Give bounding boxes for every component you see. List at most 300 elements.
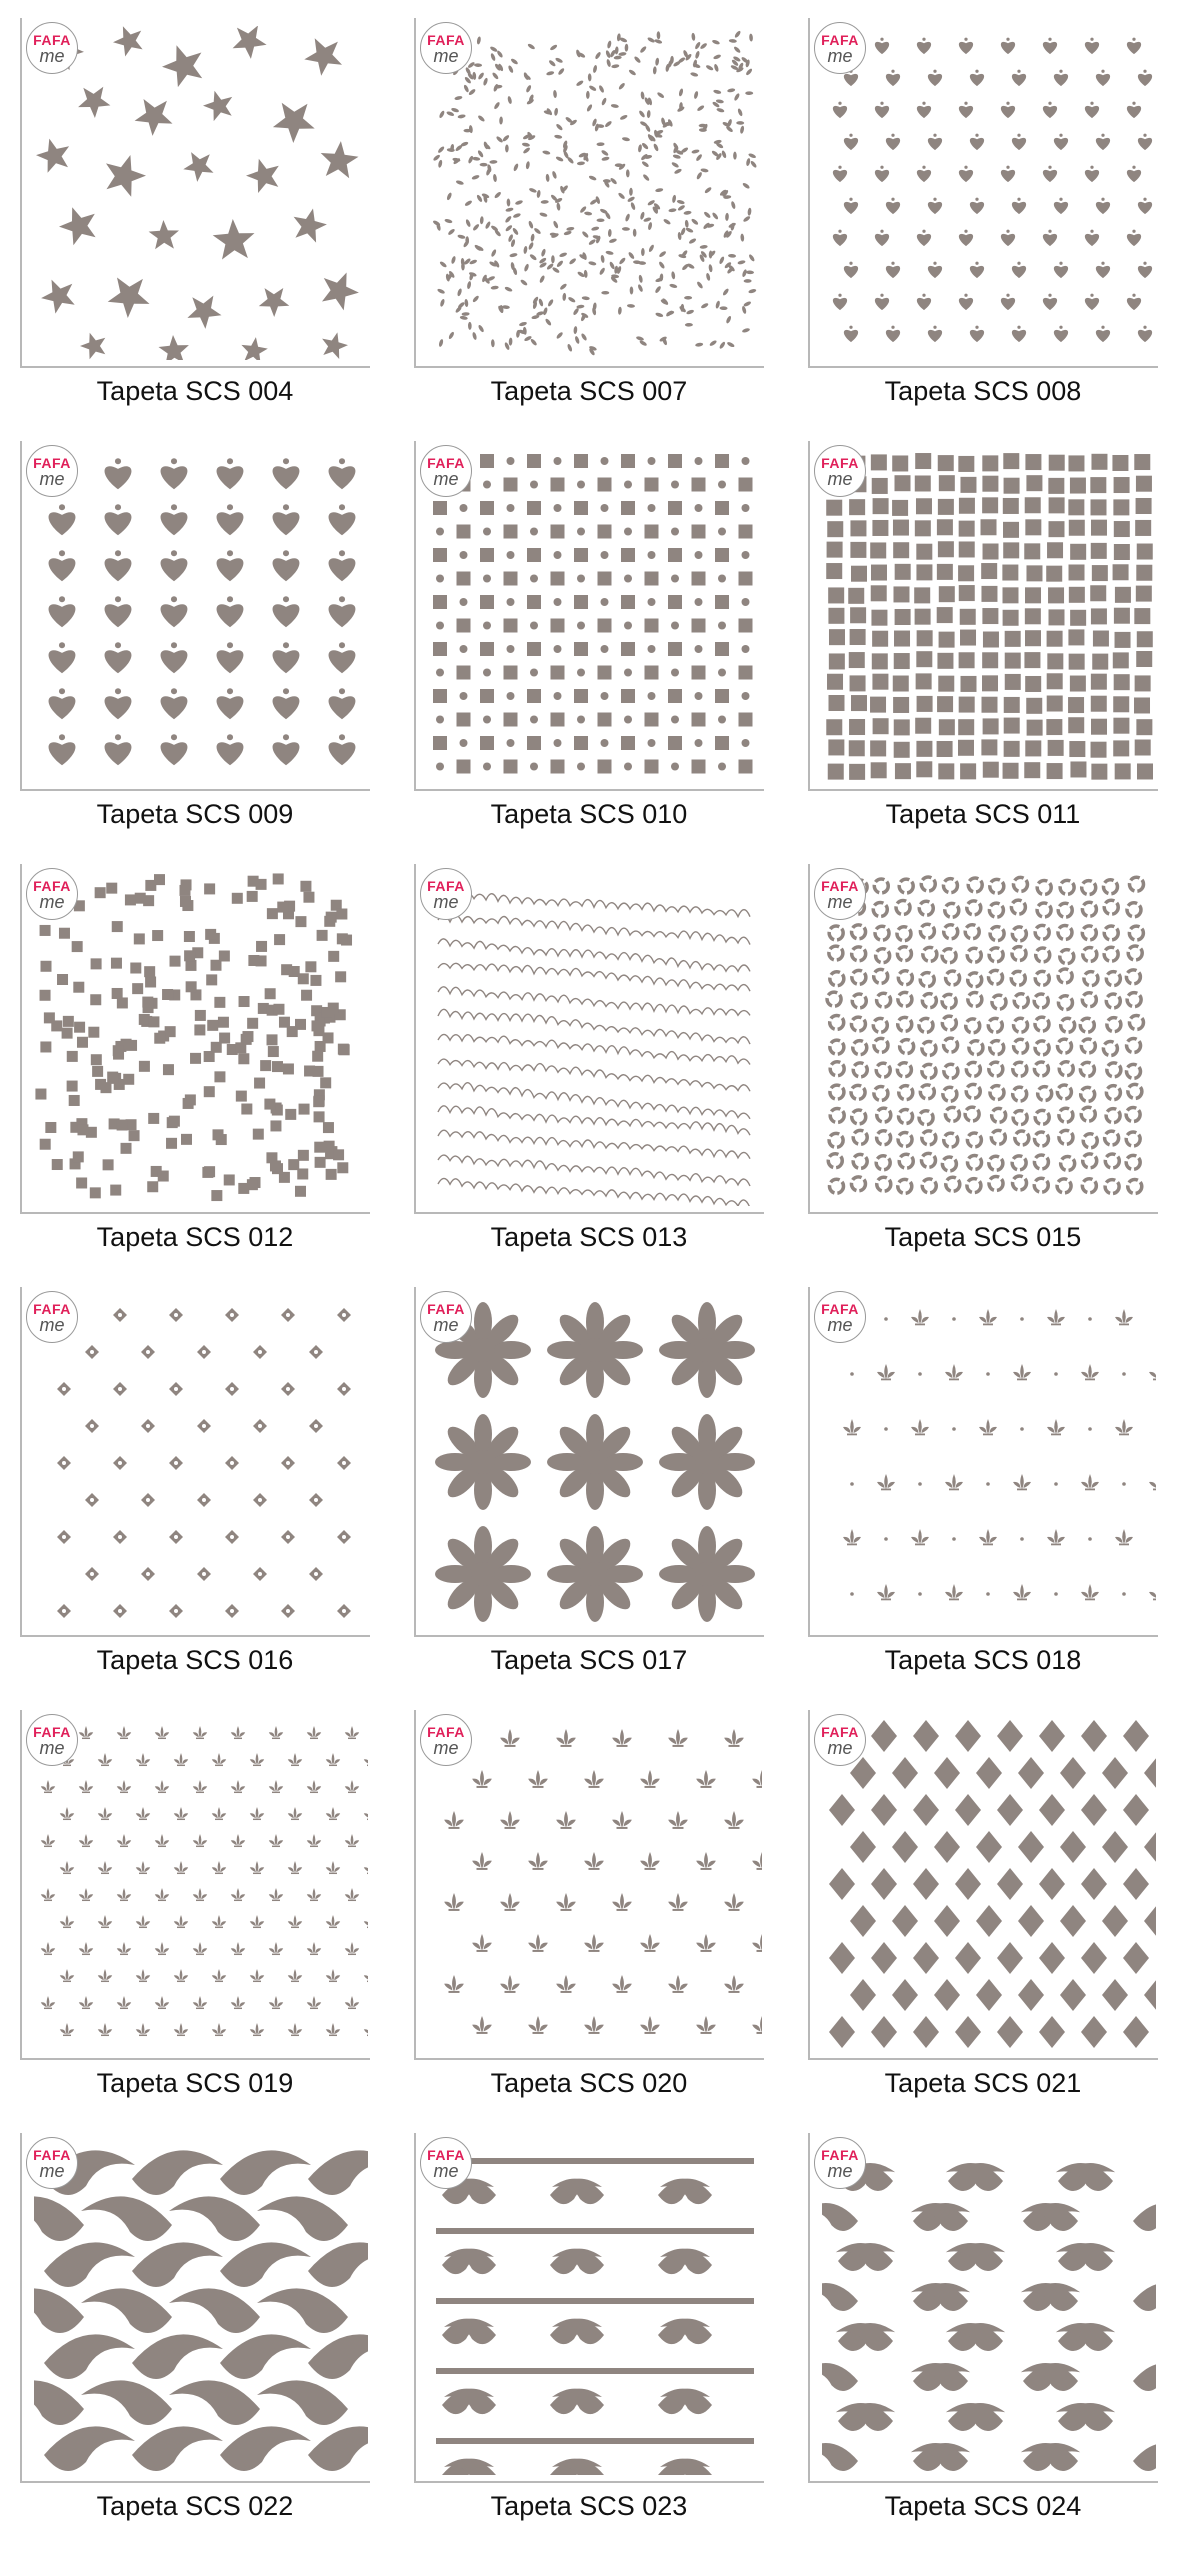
pattern-shape bbox=[601, 504, 609, 512]
pattern-shape bbox=[959, 652, 975, 668]
pattern-shape bbox=[1093, 631, 1109, 647]
pattern-shape bbox=[269, 1834, 283, 1846]
pattern-shape bbox=[297, 1168, 308, 1179]
pattern-shape bbox=[988, 1018, 1002, 1032]
pattern-shape bbox=[1012, 202, 1026, 214]
pattern-shape bbox=[115, 550, 121, 556]
pattern-shape bbox=[1133, 2203, 1156, 2231]
pattern-shape bbox=[898, 992, 912, 1006]
pattern-shape bbox=[917, 42, 931, 54]
item-caption: Tapeta SCS 015 bbox=[884, 1222, 1082, 1252]
pattern-shape bbox=[922, 230, 925, 233]
pattern-shape bbox=[964, 102, 967, 105]
pattern-shape bbox=[1037, 880, 1051, 894]
pattern-shape bbox=[596, 142, 604, 146]
pattern-shape bbox=[577, 575, 585, 583]
pattern-shape bbox=[457, 234, 466, 239]
pattern-shape bbox=[253, 1765, 261, 1766]
pattern-shape bbox=[117, 1726, 131, 1738]
pattern-shape bbox=[691, 149, 700, 154]
pattern-shape bbox=[472, 332, 478, 341]
pattern-shape bbox=[1143, 134, 1146, 137]
pattern-shape bbox=[232, 893, 243, 904]
pattern-shape bbox=[554, 645, 562, 653]
catalog-item[interactable] bbox=[414, 441, 764, 851]
pattern-shape bbox=[298, 1150, 309, 1161]
pattern-shape bbox=[701, 1868, 712, 1870]
pattern-shape bbox=[273, 1004, 284, 1015]
pattern-shape bbox=[713, 64, 719, 73]
pattern-shape bbox=[348, 1954, 356, 1955]
pattern-shape bbox=[438, 1130, 750, 1158]
pattern-shape bbox=[272, 1846, 280, 1847]
catalog-item[interactable] bbox=[808, 1287, 1158, 1697]
pattern-shape bbox=[513, 163, 519, 172]
catalog-item[interactable] bbox=[20, 1710, 370, 2120]
pattern-shape bbox=[739, 713, 753, 727]
pattern-shape bbox=[584, 1770, 604, 1787]
catalog-item[interactable] bbox=[414, 1287, 764, 1697]
pattern-shape bbox=[1049, 455, 1065, 471]
pattern-shape bbox=[981, 739, 997, 755]
pattern-shape bbox=[549, 44, 558, 51]
pattern-shape bbox=[1060, 1757, 1086, 1789]
pattern-shape bbox=[1003, 610, 1019, 626]
pattern-shape bbox=[917, 234, 931, 246]
pattern-shape bbox=[572, 307, 579, 316]
pattern-shape bbox=[63, 1765, 71, 1766]
pattern-shape bbox=[911, 1529, 929, 1544]
pattern-shape bbox=[253, 1129, 264, 1140]
pattern-shape bbox=[604, 120, 612, 128]
pattern-shape bbox=[624, 716, 632, 724]
pattern-shape bbox=[433, 736, 447, 750]
pattern-shape bbox=[256, 941, 267, 952]
stencil-pattern-0 bbox=[34, 26, 368, 360]
pattern-shape bbox=[875, 42, 889, 54]
catalog-item[interactable] bbox=[808, 864, 1158, 1274]
stencil-pattern-1 bbox=[428, 26, 762, 360]
pattern-shape bbox=[136, 2023, 150, 2035]
pattern-shape bbox=[322, 332, 348, 359]
pattern-shape bbox=[997, 2016, 1023, 2048]
pattern-shape bbox=[49, 604, 76, 627]
pattern-shape bbox=[641, 160, 650, 168]
pattern-shape bbox=[1025, 740, 1041, 756]
pattern-shape bbox=[159, 335, 189, 360]
pattern-shape bbox=[224, 1174, 235, 1185]
pattern-shape bbox=[328, 1003, 339, 1014]
pattern-shape bbox=[174, 1753, 188, 1765]
pattern-shape bbox=[870, 542, 886, 558]
pattern-shape bbox=[490, 249, 497, 258]
pattern-shape bbox=[699, 245, 707, 250]
pattern-shape bbox=[457, 666, 471, 680]
pattern-shape bbox=[41, 1780, 55, 1792]
pattern-shape bbox=[668, 1729, 688, 1746]
pattern-shape bbox=[964, 230, 967, 233]
pattern-shape bbox=[507, 504, 515, 512]
pattern-shape bbox=[1025, 676, 1041, 692]
pattern-shape bbox=[1047, 631, 1063, 647]
pattern-shape bbox=[1096, 202, 1110, 214]
catalog-item[interactable] bbox=[20, 864, 370, 1274]
stencil-pattern-12 bbox=[34, 1718, 368, 2052]
pattern-shape bbox=[107, 1072, 118, 1083]
pattern-shape bbox=[215, 1873, 223, 1874]
pattern-shape bbox=[139, 1927, 147, 1928]
pattern-shape bbox=[829, 1794, 855, 1826]
pattern-shape bbox=[844, 138, 858, 150]
catalog-item[interactable] bbox=[20, 1287, 370, 1697]
catalog-item[interactable] bbox=[808, 2133, 1158, 2543]
pattern-shape bbox=[584, 211, 592, 216]
pattern-shape bbox=[970, 330, 984, 342]
pattern-shape bbox=[174, 1915, 188, 1927]
pattern-shape bbox=[1068, 629, 1084, 645]
pattern-shape bbox=[477, 324, 484, 333]
pattern-shape bbox=[132, 983, 143, 994]
pattern-shape bbox=[139, 1765, 147, 1766]
stencil-pattern-3 bbox=[34, 449, 368, 783]
pattern-shape bbox=[671, 669, 679, 677]
pattern-shape bbox=[132, 2242, 223, 2287]
pattern-shape bbox=[1091, 742, 1107, 758]
pattern-shape bbox=[922, 1131, 936, 1145]
pattern-shape bbox=[1018, 1979, 1044, 2011]
pattern-shape bbox=[894, 742, 910, 758]
pattern-shape bbox=[120, 1792, 128, 1793]
pattern-shape bbox=[849, 499, 865, 515]
pattern-shape bbox=[307, 1888, 321, 1900]
stencil-pattern-9 bbox=[34, 1295, 368, 1629]
pattern-shape bbox=[1091, 543, 1107, 559]
pattern-shape bbox=[847, 1434, 857, 1436]
pattern-shape bbox=[291, 1819, 299, 1820]
pattern-shape bbox=[1004, 741, 1020, 757]
pattern-shape bbox=[989, 948, 1003, 962]
catalog-item[interactable] bbox=[20, 18, 370, 428]
pattern-shape bbox=[1113, 499, 1129, 515]
pattern-shape bbox=[695, 551, 703, 559]
stencil-preview bbox=[808, 18, 1158, 368]
pattern-shape bbox=[530, 575, 538, 583]
pattern-shape bbox=[180, 896, 191, 907]
pattern-shape bbox=[1014, 1039, 1028, 1053]
pattern-shape bbox=[922, 1179, 936, 1193]
pattern-shape bbox=[874, 1038, 888, 1052]
pattern-shape bbox=[922, 294, 925, 297]
pattern-shape bbox=[273, 873, 284, 884]
pattern-shape bbox=[1136, 498, 1152, 514]
pattern-shape bbox=[1114, 521, 1130, 537]
pattern-shape bbox=[938, 763, 954, 779]
pattern-shape bbox=[291, 1765, 299, 1766]
pattern-shape bbox=[74, 1022, 85, 1033]
pattern-shape bbox=[155, 1888, 169, 1900]
pattern-shape bbox=[279, 1017, 290, 1028]
pattern-shape bbox=[719, 306, 727, 310]
pattern-shape bbox=[916, 498, 932, 514]
pattern-shape bbox=[728, 254, 736, 258]
pattern-shape bbox=[464, 200, 473, 207]
pattern-shape bbox=[1051, 1544, 1061, 1546]
pattern-shape bbox=[655, 58, 660, 66]
pattern-shape bbox=[555, 57, 564, 64]
pattern-shape bbox=[259, 288, 290, 317]
pattern-shape bbox=[895, 609, 911, 625]
pattern-shape bbox=[183, 152, 213, 182]
pattern-shape bbox=[975, 134, 978, 137]
pattern-shape bbox=[1123, 1794, 1149, 1826]
pattern-shape bbox=[283, 504, 289, 510]
pattern-shape bbox=[1012, 330, 1026, 342]
pattern-shape bbox=[891, 134, 894, 137]
pattern-shape bbox=[315, 1157, 326, 1168]
pattern-shape bbox=[983, 762, 999, 778]
catalog-item[interactable] bbox=[414, 18, 764, 428]
pattern-shape bbox=[979, 1309, 997, 1324]
pattern-shape bbox=[1081, 1364, 1099, 1379]
pattern-shape bbox=[101, 1819, 109, 1820]
pattern-shape bbox=[715, 548, 729, 562]
pattern-shape bbox=[146, 1572, 150, 1576]
pattern-shape bbox=[483, 528, 491, 536]
pattern-shape bbox=[234, 1738, 242, 1739]
pattern-shape bbox=[79, 1996, 93, 2008]
pattern-shape bbox=[928, 266, 942, 278]
pattern-shape bbox=[838, 166, 841, 169]
pattern-shape bbox=[329, 742, 356, 765]
pattern-shape bbox=[752, 2016, 762, 2033]
pattern-shape bbox=[169, 2288, 260, 2333]
pattern-shape bbox=[235, 1042, 246, 1053]
pattern-shape bbox=[41, 1942, 55, 1954]
pattern-shape bbox=[1005, 631, 1021, 647]
pattern-shape bbox=[1046, 566, 1062, 582]
pattern-shape bbox=[990, 1086, 1004, 1100]
pattern-shape bbox=[1085, 42, 1099, 54]
pattern-shape bbox=[838, 294, 841, 297]
pattern-shape bbox=[894, 475, 910, 491]
pattern-shape bbox=[480, 454, 494, 468]
pattern-shape bbox=[1143, 262, 1146, 265]
pattern-shape bbox=[193, 1888, 207, 1900]
pattern-shape bbox=[436, 763, 444, 771]
pattern-shape bbox=[241, 1104, 252, 1115]
pattern-shape bbox=[281, 964, 292, 975]
pattern-shape bbox=[269, 1888, 283, 1900]
pattern-shape bbox=[257, 2196, 348, 2241]
pattern-shape bbox=[1090, 477, 1106, 493]
pattern-shape bbox=[955, 1720, 981, 1752]
pattern-shape bbox=[850, 1831, 876, 1863]
pattern-shape bbox=[695, 598, 703, 606]
pattern-shape bbox=[843, 1419, 861, 1434]
pattern-shape bbox=[82, 2008, 90, 2009]
pattern-shape bbox=[726, 341, 735, 348]
pattern-shape bbox=[1018, 1905, 1044, 1937]
stencil-preview bbox=[20, 1287, 370, 1637]
pattern-shape bbox=[601, 291, 609, 295]
pattern-shape bbox=[480, 736, 494, 750]
pattern-shape bbox=[638, 144, 643, 153]
pattern-shape bbox=[88, 1027, 99, 1038]
pattern-shape bbox=[304, 1065, 315, 1076]
pattern-shape bbox=[1012, 947, 1026, 961]
stencil-pattern-16 bbox=[428, 2141, 762, 2475]
pattern-shape bbox=[640, 1934, 660, 1951]
pattern-shape bbox=[975, 70, 978, 73]
pattern-shape bbox=[668, 1975, 688, 1992]
pattern-shape bbox=[1001, 234, 1015, 246]
pattern-shape bbox=[491, 285, 499, 290]
pattern-shape bbox=[1027, 720, 1043, 736]
pattern-shape bbox=[554, 598, 562, 606]
pattern-shape bbox=[1105, 1154, 1119, 1168]
pattern-shape bbox=[1004, 697, 1020, 713]
pattern-shape bbox=[997, 1720, 1023, 1752]
pattern-shape bbox=[308, 2426, 368, 2471]
pattern-shape bbox=[258, 1350, 262, 1354]
pattern-shape bbox=[333, 1149, 344, 1160]
pattern-shape bbox=[648, 457, 656, 465]
pattern-shape bbox=[283, 550, 289, 556]
pattern-shape bbox=[713, 54, 722, 60]
pattern-shape bbox=[288, 1969, 302, 1981]
pattern-shape bbox=[955, 1868, 981, 1900]
pattern-shape bbox=[653, 143, 660, 152]
pattern-shape bbox=[873, 902, 887, 916]
pattern-shape bbox=[742, 598, 750, 606]
pattern-shape bbox=[1127, 993, 1141, 1007]
pattern-shape bbox=[673, 1745, 684, 1747]
pattern-shape bbox=[504, 666, 518, 680]
pattern-shape bbox=[342, 1387, 346, 1391]
item-caption: Tapeta SCS 016 bbox=[96, 1645, 294, 1675]
pattern-shape bbox=[132, 2334, 223, 2379]
pattern-shape bbox=[724, 1975, 744, 1992]
pattern-shape bbox=[273, 466, 300, 489]
pattern-shape bbox=[1137, 631, 1153, 647]
pattern-shape bbox=[539, 212, 548, 218]
pattern-shape bbox=[504, 760, 518, 774]
pattern-shape bbox=[1059, 262, 1062, 265]
pattern-shape bbox=[625, 44, 629, 52]
pattern-shape bbox=[44, 2008, 52, 2009]
pattern-shape bbox=[958, 740, 974, 756]
pattern-shape bbox=[960, 477, 976, 493]
pattern-shape bbox=[367, 1981, 368, 1982]
pattern-shape bbox=[541, 248, 547, 257]
pattern-shape bbox=[1047, 763, 1063, 779]
catalog-item[interactable] bbox=[414, 1710, 764, 2120]
pattern-shape bbox=[468, 322, 472, 330]
pattern-shape bbox=[880, 38, 883, 41]
pattern-shape bbox=[253, 1927, 261, 1928]
pattern-shape bbox=[1069, 587, 1085, 603]
pattern-shape bbox=[640, 211, 646, 220]
pattern-shape bbox=[533, 227, 541, 235]
pattern-shape bbox=[1003, 453, 1019, 469]
pattern-shape bbox=[324, 916, 335, 927]
catalog-item[interactable] bbox=[414, 2133, 764, 2543]
pattern-shape bbox=[136, 1969, 150, 1981]
pattern-shape bbox=[733, 46, 741, 54]
pattern-shape bbox=[916, 564, 932, 580]
pattern-shape bbox=[829, 629, 845, 645]
pattern-shape bbox=[712, 39, 721, 45]
pattern-shape bbox=[647, 110, 651, 118]
pattern-shape bbox=[849, 719, 865, 735]
pattern-shape bbox=[444, 1811, 464, 1828]
catalog-item[interactable] bbox=[20, 2133, 370, 2543]
pattern-shape bbox=[952, 1427, 956, 1431]
stencil-preview bbox=[808, 2133, 1158, 2483]
pattern-shape bbox=[152, 930, 163, 941]
pattern-shape bbox=[158, 1954, 166, 1955]
pattern-shape bbox=[1057, 1179, 1071, 1193]
pattern-shape bbox=[742, 645, 750, 653]
pattern-shape bbox=[433, 642, 447, 656]
fafame-logo: FAFA me bbox=[420, 2137, 472, 2189]
stencil-pattern-2 bbox=[822, 26, 1156, 360]
pattern-shape bbox=[329, 1981, 337, 1982]
pattern-shape bbox=[1017, 262, 1020, 265]
pattern-shape bbox=[179, 885, 190, 896]
pattern-shape bbox=[928, 202, 942, 214]
pattern-shape bbox=[1091, 520, 1107, 536]
catalog-item[interactable] bbox=[20, 441, 370, 851]
pattern-shape bbox=[830, 1179, 844, 1193]
pattern-shape bbox=[44, 2242, 135, 2287]
pattern-shape bbox=[121, 1143, 132, 1154]
catalog-item[interactable] bbox=[414, 864, 764, 1274]
pattern-shape bbox=[73, 982, 84, 993]
pattern-shape bbox=[875, 170, 889, 182]
pattern-shape bbox=[100, 1082, 111, 1093]
pattern-shape bbox=[1102, 1979, 1128, 2011]
item-caption: Tapeta SCS 023 bbox=[490, 2491, 688, 2521]
pattern-shape bbox=[742, 739, 750, 747]
pattern-shape bbox=[752, 1852, 762, 1869]
pattern-shape bbox=[449, 1991, 460, 1993]
catalog-item[interactable] bbox=[808, 1710, 1158, 2120]
catalog-item[interactable] bbox=[808, 18, 1158, 428]
pattern-shape bbox=[892, 500, 908, 516]
pattern-shape bbox=[1144, 1905, 1156, 1937]
pattern-shape bbox=[444, 218, 453, 224]
pattern-shape bbox=[556, 1729, 576, 1746]
pattern-shape bbox=[171, 596, 177, 602]
pattern-shape bbox=[184, 931, 195, 942]
pattern-shape bbox=[937, 564, 953, 580]
pattern-shape bbox=[692, 760, 706, 774]
pattern-shape bbox=[1123, 1868, 1149, 1900]
pattern-shape bbox=[748, 288, 757, 294]
pattern-shape bbox=[872, 478, 888, 494]
pattern-shape bbox=[483, 622, 491, 630]
pattern-shape bbox=[933, 326, 936, 329]
pattern-shape bbox=[214, 997, 225, 1008]
catalog-item[interactable] bbox=[808, 441, 1158, 851]
pattern-shape bbox=[63, 1981, 71, 1982]
pattern-shape bbox=[900, 1040, 914, 1054]
pattern-shape bbox=[594, 51, 601, 60]
pattern-shape bbox=[79, 1888, 93, 1900]
pattern-shape bbox=[506, 198, 510, 206]
pattern-shape bbox=[101, 1873, 109, 1874]
